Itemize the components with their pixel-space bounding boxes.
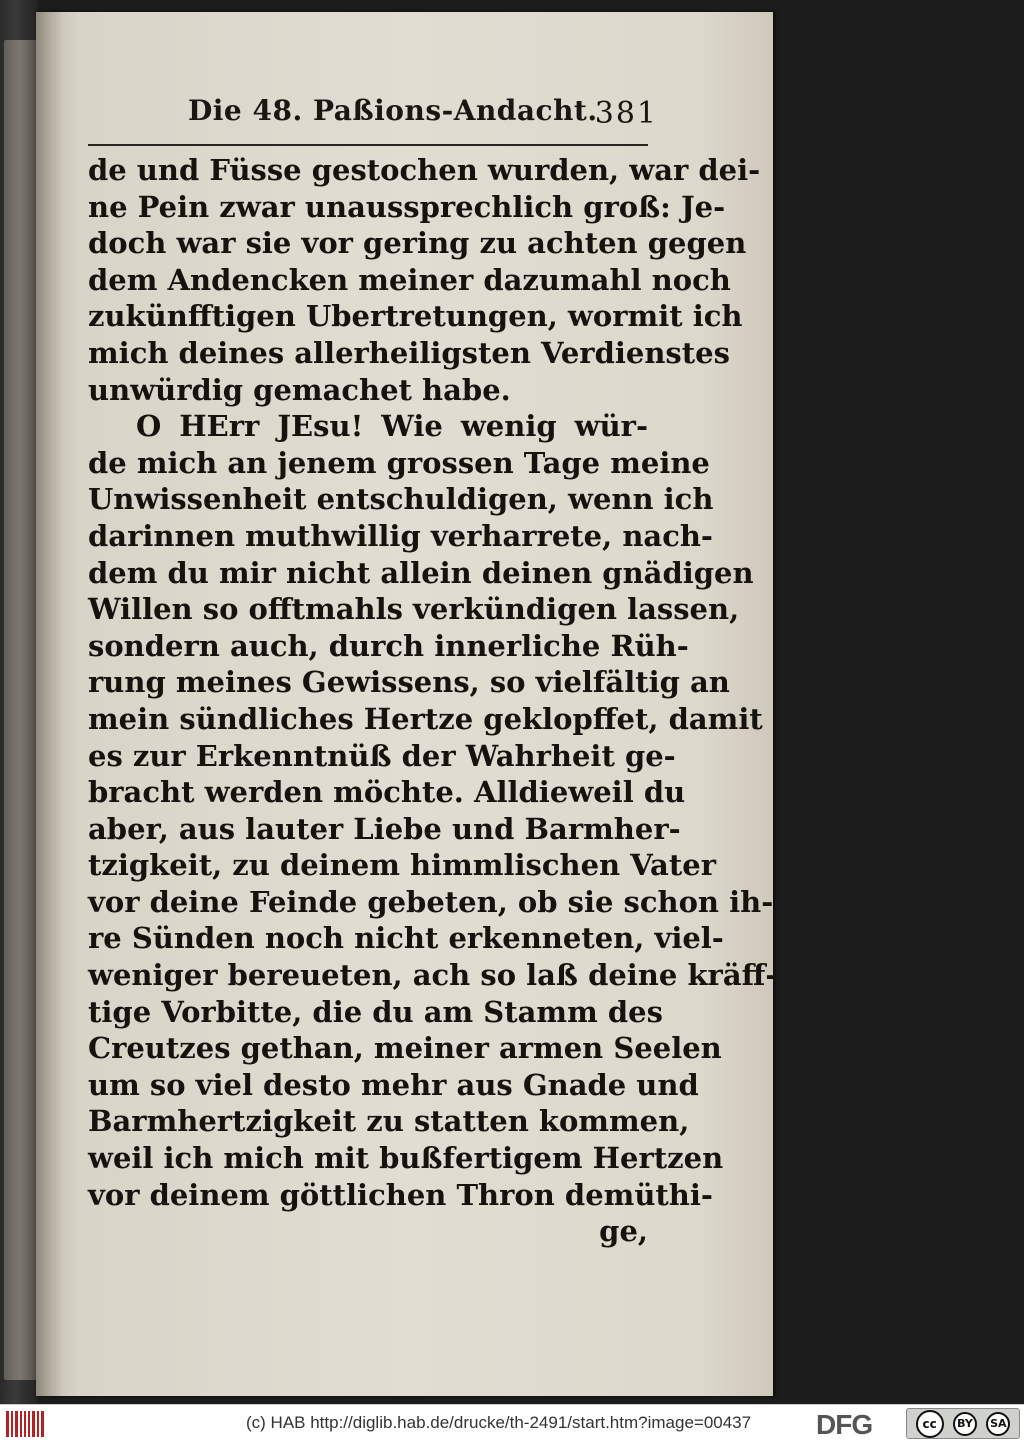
text-line: mein sündliches Hertze geklopffet, damit <box>88 701 763 736</box>
page-header <box>148 90 658 134</box>
text-line: weniger bereueten, ach so laß deine kräff- <box>88 958 778 993</box>
text-line: dem du mir nicht allein deinen gnädigen <box>88 555 754 590</box>
text-line: doch war sie vor gering zu achten gegen <box>88 226 747 261</box>
catchword: ge, <box>599 1214 648 1249</box>
text-line: ne Pein zwar unaussprechlich groß: Je- <box>88 189 726 224</box>
sa-icon: SA <box>986 1412 1010 1436</box>
text-line: Unwissenheit entschuldigen, wenn ich <box>88 482 714 517</box>
text-line: um so viel desto mehr aus Gnade und <box>88 1067 699 1102</box>
viewer-footer <box>0 1404 1024 1442</box>
text-line: rung meines Gewissens, so vielfältig an <box>88 665 730 700</box>
text-line: tzigkeit, zu deinem himmlischen Vater <box>88 848 716 883</box>
license-badge[interactable] <box>906 1408 1020 1439</box>
text-line: Barmhertzigkeit zu statten kommen, <box>88 1104 690 1139</box>
text-line: Creutzes gethan, meiner armen Seelen <box>88 1031 722 1066</box>
text-line: darinnen muthwillig verharrete, nach- <box>88 518 713 553</box>
text-line: tige Vorbitte, die du am Stamm des <box>88 994 663 1029</box>
text-line: unwürdig gemachet habe. <box>88 372 511 407</box>
text-line: mich deines allerheiligsten Verdienstes <box>88 335 730 370</box>
text-line: de und Füsse gestochen wurden, war dei- <box>88 153 761 187</box>
book-page <box>36 12 778 1396</box>
text-line: Willen so offtmahls verkündigen lassen, <box>88 592 740 627</box>
text-line: weil ich mich mit bußfertigem Hertzen <box>88 1141 724 1176</box>
by-icon: BY <box>953 1412 977 1436</box>
text-line: de mich an jenem grossen Tage meine <box>88 445 710 480</box>
barcode-icon <box>6 1411 44 1437</box>
body-text <box>88 152 778 1250</box>
cc-icon: cc <box>916 1410 944 1438</box>
previous-page-edge <box>4 40 38 1380</box>
text-line: sondern auch, durch innerliche Rüh- <box>88 628 689 663</box>
header-rule <box>88 144 648 146</box>
page-gutter-shadow <box>36 12 62 1396</box>
text-line: zukünfftigen Ubertretungen, wormit ich <box>88 299 743 334</box>
text-line: aber, aus lauter Liebe und Barmher- <box>88 811 681 846</box>
page-number: 381 <box>594 96 658 131</box>
text-line: bracht werden möchte. Alldieweil du <box>88 775 686 810</box>
dfg-logo: DFG <box>816 1409 873 1440</box>
text-line: vor deinem göttlichen Thron demüthi- <box>88 1177 713 1212</box>
text-line: vor deine Feinde gebeten, ob sie schon ih- <box>88 884 774 919</box>
running-title: Die 48. Paßions-Andacht. <box>188 94 598 127</box>
text-line: dem Andencken meiner dazumahl noch <box>88 262 731 297</box>
text-line: re Sünden noch nicht erkenneten, viel- <box>88 921 724 956</box>
text-line-paragraph-start: O HErr JEsu! Wie wenig wür- <box>136 409 648 444</box>
citation-link[interactable]: (c) HAB http://diglib.hab.de/drucke/th-2491/start.htm?image=00437 <box>246 1413 752 1432</box>
text-line: es zur Erkenntnüß der Wahrheit ge- <box>88 738 676 773</box>
